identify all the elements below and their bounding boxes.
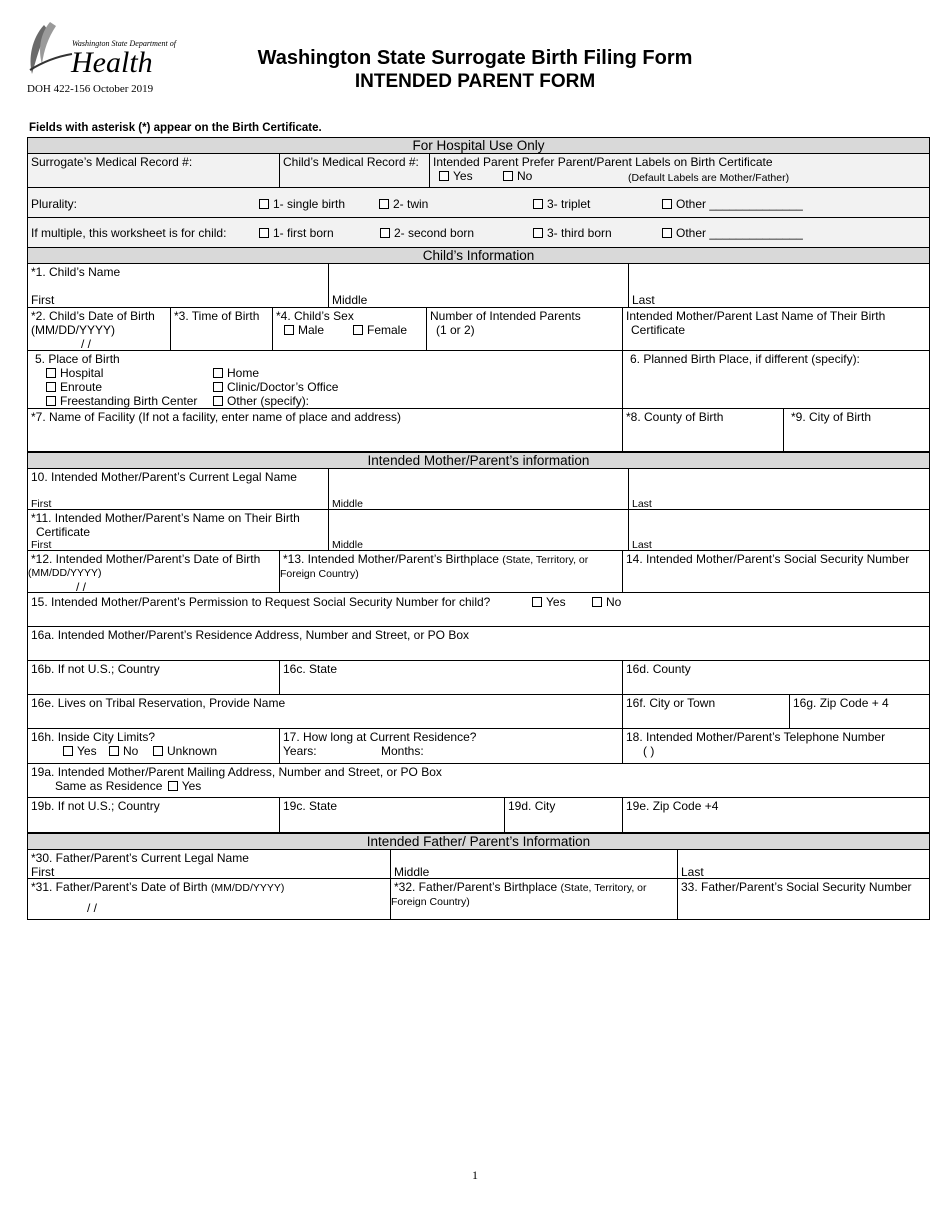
county-of-birth-label: *8. County of Birth [626, 410, 724, 424]
section-bar-child: Child’s Information [27, 247, 930, 264]
same-as-yes-label: Yes [181, 779, 202, 793]
child-dob-label: *2. Child’s Date of Birth [31, 309, 155, 323]
father-birthplace-label: *32. Father/Parent’s Birthplace [394, 880, 558, 894]
child-last-label: Last [632, 293, 655, 307]
residence-city-label: 16f. City or Town [626, 696, 716, 710]
father-birthplace-hint-2: Foreign Country) [391, 896, 470, 908]
mother-first-label: First [31, 498, 52, 510]
home-label: Home [227, 366, 260, 380]
residence-address-label: 16a. Intended Mother/Parent’s Residence Address, Number and Street, or PO Box [31, 628, 470, 642]
residence-country-field[interactable] [27, 660, 280, 695]
mother-ssn-field[interactable] [622, 550, 930, 593]
mother-dob-slashes: / / [76, 580, 87, 594]
prefer-labels-field [429, 153, 930, 188]
mother-dob-label: *12. Intended Mother/Parent’s Date of Birth [31, 552, 261, 566]
permission-yes-checkbox[interactable] [532, 597, 542, 607]
place-of-birth-label: 5. Place of Birth [35, 352, 120, 366]
mailing-country-field[interactable] [27, 797, 280, 833]
time-of-birth-field[interactable] [170, 307, 273, 351]
page-title: Washington State Surrogate Birth Filing Form [257, 47, 693, 69]
planned-birth-place-label: 6. Planned Birth Place, if different (specify): [630, 352, 860, 366]
mailing-city-label: 19d. City [508, 799, 556, 813]
permission-yes-label: Yes [546, 595, 566, 609]
mother-birthplace-field[interactable] [279, 550, 623, 593]
father-first-name-field[interactable] [27, 849, 391, 879]
child-name-label: *1. Child’s Name [31, 265, 121, 279]
years-label: Years: [283, 744, 317, 758]
father-dob-field[interactable] [27, 878, 391, 920]
mother-dob-field[interactable] [27, 550, 280, 593]
mother-birth-last-name-field[interactable] [628, 509, 930, 551]
father-birthplace-field[interactable] [390, 878, 678, 920]
tribal-reservation-field[interactable] [27, 694, 623, 729]
multiple-other-checkbox[interactable] [662, 228, 672, 238]
second-born-checkbox[interactable] [380, 228, 390, 238]
limits-unknown-label: Unknown [167, 744, 218, 758]
child-medical-record-field[interactable] [279, 153, 430, 188]
father-birthplace-hint: (State, Territory, or [560, 882, 647, 894]
mother-birth-name-label-2: Certificate [36, 525, 91, 539]
mother-dob-format: (MM/DD/YYYY) [28, 567, 102, 579]
residence-city-field[interactable] [622, 694, 790, 729]
mother-birthplace-hint-2: Foreign Country) [280, 568, 359, 580]
child-sex-field [272, 307, 427, 351]
single-birth-checkbox[interactable] [259, 199, 269, 209]
mother-birth-last-name-label-2: Certificate [631, 323, 686, 337]
child-dob-format: (MM/DD/YYYY) [31, 323, 115, 337]
ssn-permission-label: 15. Intended Mother/Parent’s Permission to Request Social Security Number for child? [31, 595, 491, 609]
first-born-label: 1- first born [273, 226, 334, 240]
male-label: Male [298, 323, 325, 337]
child-first-name-field[interactable] [27, 263, 329, 308]
mother-birthplace-hint: (State, Territory, or [502, 554, 589, 566]
mailing-zip-field[interactable] [622, 797, 930, 833]
number-of-parents-label: Number of Intended Parents [430, 309, 581, 323]
mailing-address-field[interactable] [27, 763, 930, 798]
clinic-checkbox[interactable] [213, 382, 223, 392]
third-born-checkbox[interactable] [533, 228, 543, 238]
months-label: Months: [381, 744, 424, 758]
multiple-other-label: Other ______________ [676, 226, 803, 240]
page-subtitle: INTENDED PARENT FORM [354, 71, 596, 92]
prefer-yes-label: Yes [453, 169, 473, 183]
father-first-label: First [31, 865, 55, 879]
male-checkbox[interactable] [284, 325, 294, 335]
first-born-checkbox[interactable] [259, 228, 269, 238]
multiple-row [27, 217, 930, 248]
surrogate-mr-label: Surrogate’s Medical Record #: [31, 155, 193, 169]
freestanding-checkbox[interactable] [46, 396, 56, 406]
enroute-label: Enroute [60, 380, 103, 394]
residence-county-label: 16d. County [626, 662, 691, 676]
mailing-zip-label: 19e. Zip Code +4 [626, 799, 719, 813]
residence-zip-field[interactable] [789, 694, 930, 729]
mother-birth-first-label: First [31, 539, 52, 551]
mailing-address-label: 19a. Intended Mother/Parent Mailing Address, Number and Street, or PO Box [31, 765, 442, 779]
mother-birth-middle-label: Middle [332, 539, 363, 551]
mother-birth-name-label: *11. Intended Mother/Parent’s Name on Their Birth [31, 511, 300, 525]
place-of-birth-field [27, 350, 623, 409]
residence-county-field[interactable] [622, 660, 930, 695]
enroute-checkbox[interactable] [46, 382, 56, 392]
residence-state-label: 16c. State [283, 662, 338, 676]
father-dob-label: *31. Father/Parent’s Date of Birth [31, 880, 208, 894]
time-of-birth-label: *3. Time of Birth [174, 309, 260, 323]
father-dob-slashes: / / [87, 901, 98, 915]
father-middle-name-field[interactable] [390, 849, 678, 879]
same-as-residence-label: Same as Residence [55, 779, 163, 793]
city-limits-label: 16h. Inside City Limits? [31, 730, 156, 744]
multiple-label: If multiple, this worksheet is for child: [31, 226, 227, 240]
mother-birthplace-label: *13. Intended Mother/Parent’s Birthplace [283, 552, 499, 566]
residence-address-field[interactable] [27, 626, 930, 661]
section-bar-hospital: For Hospital Use Only [27, 137, 930, 154]
prefer-labels-label: Intended Parent Prefer Parent/Parent Labels on Birth Certificate [433, 155, 773, 169]
child-dob-slashes: / / [81, 337, 92, 351]
mother-last-label: Last [632, 498, 652, 510]
mother-birth-last-label: Last [632, 539, 652, 551]
section-bar-mother: Intended Mother/Parent’s information [27, 452, 930, 469]
father-dob-format: (MM/DD/YYYY) [210, 882, 285, 894]
child-mr-label: Child’s Medical Record #: [283, 155, 419, 169]
hospital-label: Hospital [60, 366, 104, 380]
father-legal-name-label: *30. Father/Parent’s Current Legal Name [31, 851, 249, 865]
other-place-label: Other (specify): [227, 394, 310, 408]
father-ssn-field[interactable] [677, 878, 930, 920]
child-dob-field[interactable] [27, 307, 171, 351]
mother-middle-name-field[interactable] [328, 468, 629, 510]
child-last-name-field[interactable] [628, 263, 930, 308]
mother-ssn-label: 14. Intended Mother/Parent’s Social Security Number [626, 552, 910, 566]
limits-no-label: No [123, 744, 139, 758]
city-limits-field [27, 728, 280, 764]
same-as-residence-checkbox[interactable] [168, 781, 178, 791]
facility-name-label: *7. Name of Facility (If not a facility, enter name of place and address) [31, 410, 401, 424]
section-bar-father: Intended Father/ Parent’s Information [27, 833, 930, 850]
father-ssn-label: 33. Father/Parent’s Social Security Number [681, 880, 912, 894]
limits-unknown-checkbox[interactable] [153, 746, 163, 756]
mother-birth-last-name-field[interactable] [622, 307, 930, 351]
twin-checkbox[interactable] [379, 199, 389, 209]
plurality-row [27, 187, 930, 218]
limits-no-checkbox[interactable] [109, 746, 119, 756]
prefer-no-label: No [517, 169, 533, 183]
number-of-parents-hint: (1 or 2) [436, 323, 475, 337]
mother-birth-last-name-label: Intended Mother/Parent Last Name of Their Birth [626, 309, 886, 323]
female-checkbox[interactable] [353, 325, 363, 335]
planned-birth-place-field[interactable] [622, 350, 930, 409]
mother-birth-middle-name-field[interactable] [328, 509, 629, 551]
mailing-state-label: 19c. State [283, 799, 338, 813]
surrogate-medical-record-field[interactable] [27, 153, 280, 188]
father-middle-label: Middle [394, 865, 430, 879]
triplet-label: 3- triplet [547, 197, 591, 211]
county-of-birth-field[interactable] [622, 408, 784, 452]
residence-duration-label: 17. How long at Current Residence? [283, 730, 477, 744]
number-of-parents-field[interactable] [426, 307, 623, 351]
father-last-label: Last [681, 865, 704, 879]
mother-legal-name-label: 10. Intended Mother/Parent’s Current Legal Name [31, 470, 297, 484]
limits-yes-label: Yes [77, 744, 97, 758]
third-born-label: 3- third born [547, 226, 612, 240]
asterisk-note: Fields with asterisk (*) appear on the Birth Certificate. [29, 122, 322, 134]
plurality-other-label: Other ______________ [676, 197, 803, 211]
residence-country-label: 16b. If not U.S.; Country [31, 662, 160, 676]
residence-state-field[interactable] [279, 660, 623, 695]
residence-duration-field[interactable] [279, 728, 623, 764]
mother-birth-first-name-field[interactable] [27, 509, 329, 551]
hospital-checkbox[interactable] [46, 368, 56, 378]
permission-no-checkbox[interactable] [592, 597, 602, 607]
city-of-birth-field[interactable] [783, 408, 930, 452]
home-checkbox[interactable] [213, 368, 223, 378]
mother-phone-label: 18. Intended Mother/Parent’s Telephone Number [626, 730, 886, 744]
second-born-label: 2- second born [394, 226, 475, 240]
child-middle-label: Middle [332, 293, 368, 307]
ssn-permission-row [27, 592, 930, 627]
other-place-checkbox[interactable] [213, 396, 223, 406]
mailing-city-field[interactable] [504, 797, 623, 833]
default-labels-note: (Default Labels are Mother/Father) [628, 172, 790, 184]
prefer-no-checkbox[interactable] [503, 171, 513, 181]
residence-zip-label: 16g. Zip Code + 4 [793, 696, 889, 710]
child-middle-name-field[interactable] [328, 263, 629, 308]
mother-phone-parens: ( ) [643, 744, 655, 758]
page-number: 1 [472, 1168, 478, 1182]
mailing-country-label: 19b. If not U.S.; Country [31, 799, 160, 813]
permission-no-label: No [606, 595, 622, 609]
plurality-label: Plurality: [31, 197, 78, 211]
logo-small-text: Washington State Department of [72, 39, 176, 48]
tribal-reservation-label: 16e. Lives on Tribal Reservation, Provide Name [31, 696, 286, 710]
female-label: Female [367, 323, 408, 337]
prefer-yes-checkbox[interactable] [439, 171, 449, 181]
mailing-state-field[interactable] [279, 797, 505, 833]
plurality-other-checkbox[interactable] [662, 199, 672, 209]
doc-number: DOH 422-156 October 2019 [27, 83, 154, 95]
twin-label: 2- twin [393, 197, 429, 211]
single-birth-label: 1- single birth [273, 197, 346, 211]
mother-first-name-field[interactable] [27, 468, 329, 510]
mother-last-name-field[interactable] [628, 468, 930, 510]
child-first-label: First [31, 293, 55, 307]
father-last-name-field[interactable] [677, 849, 930, 879]
freestanding-label: Freestanding Birth Center [60, 394, 198, 408]
mother-middle-label: Middle [332, 498, 363, 510]
mother-phone-field[interactable] [622, 728, 930, 764]
clinic-label: Clinic/Doctor’s Office [227, 380, 339, 394]
logo-health-text: Health [71, 46, 153, 79]
triplet-checkbox[interactable] [533, 199, 543, 209]
child-sex-label: *4. Child’s Sex [276, 309, 354, 323]
city-of-birth-label: *9. City of Birth [791, 410, 872, 424]
facility-name-field[interactable] [27, 408, 623, 452]
limits-yes-checkbox[interactable] [63, 746, 73, 756]
